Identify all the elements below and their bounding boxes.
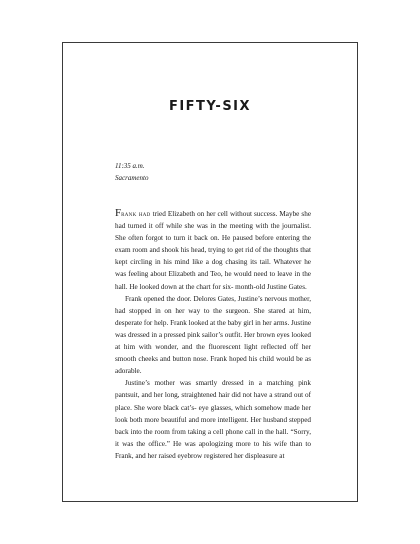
dateline [115,160,148,184]
paragraph-1 [115,207,311,293]
chapter-body [115,207,311,462]
dateline-time: 11:35 a.m. [115,162,145,170]
paragraph-1-text: tried Elizabeth on her cell without success. Maybe she had turned it off while she was in the meeting with the journalist. She often forgot to turn it back on. He paused before entering the exam room and shook his head, trying to get rid of the thoughts that kept circling in his mind like a dog chasing its tail. Whatever he was feeling about Elizabeth and Teo, he would need to leave in the hall. He looked down at the chart for six- month-old Justine Gates. [115,210,312,291]
paragraph-2: Frank opened the door. Delores Gates, Justine’s nervous mother, had stopped in on her way to the surgeon. She stared at him, desperate for help. Frank looked at the baby girl in her arms. Justine was dressed in a pressed pink sailor’s outfit. Her brown eyes looked at him with wonder, and the fluorescent light reflected off her smooth cheeks and button nose. Frank hoped his child would be as adorable. [115,294,312,376]
paragraph-3: Justine’s mother was smartly dressed in a matching pink pantsuit, and her long, straightened hair did not have a strand out of place. She wore black cat’s- eye glasses, which somehow made her look both more beautiful and more intelligent. Her husband stepped back into the room from taking a cell phone call in the hall. “Sorry, it was the office.” He was apologizing more to his wife than to Frank, and her raised eyebrow registered her displeasure at [115,379,311,460]
book-page [62,42,358,502]
chapter-title: FIFTY-SIX [168,99,252,114]
dateline-place: Sacramento [115,174,149,182]
drop-initial: F [115,207,122,219]
lead-in-small-caps: rank had [121,210,151,218]
